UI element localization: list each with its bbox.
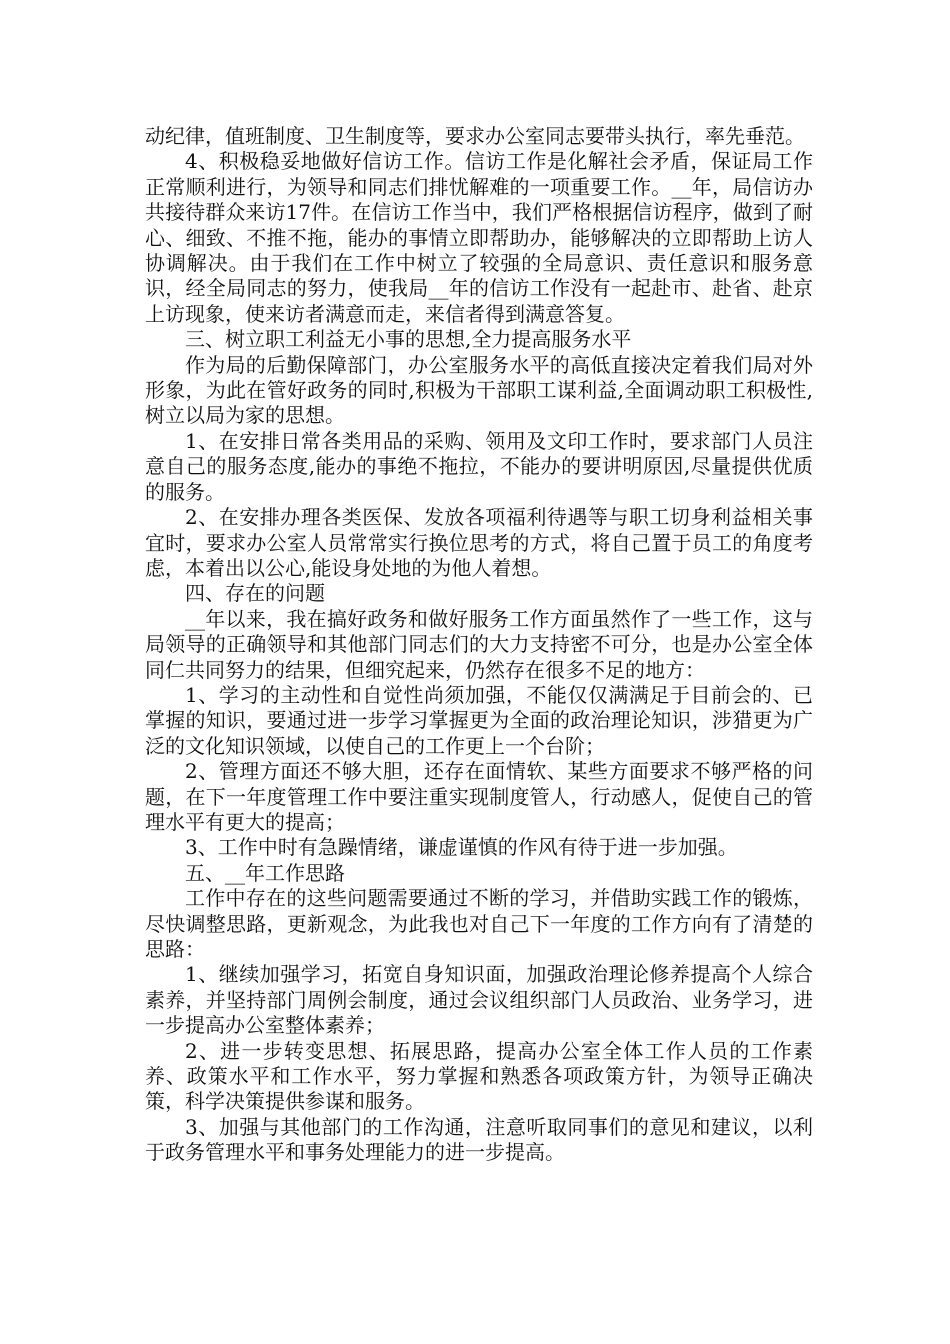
paragraph-continuation: 动纪律，值班制度、卫生制度等，要求办公室同志要带头执行，率先垂范。 — [145, 124, 805, 148]
section-heading-3: 三、树立职工利益无小事的思想,全力提高服务水平 — [185, 327, 632, 352]
paragraph-plan-intro: 工作中存在的这些问题需要通过不断的学习，并借助实践工作的锻炼，尽快调整思路，更新观念，为此我也对自己下一年度的工作方向有了清楚的思路： — [145, 886, 813, 961]
paragraph-service-intro: 作为局的后勤保障部门，办公室服务水平的高低直接决定着我们局对外形象，为此在管好政务的同时,积极为干部职工谋利益,全面调动职工积极性,树立以局为家的思想。 — [145, 352, 813, 428]
paragraph-problem-3: 3、工作中时有急躁情绪，谦虚谨慎的作风有待于进一步加强。 — [185, 835, 738, 860]
paragraph-problem-1: 1、学习的主动性和自觉性尚须加强，不能仅仅满满足于目前会的、已掌握的知识，要通过进一步学习掌握更为全面的政治理论知识，涉猎更为广泛的文化知识领域，以使自己的工作更上一个台阶； — [145, 682, 813, 758]
paragraph-service-item-2: 2、在安排办理各类医保、发放各项福利待遇等与职工切身利益相关事宜时，要求办公室人员常常实行换位思考的方式，将自己置于员工的角度考虑，本着出以公心,能设身处地的为他人着想。 — [145, 505, 813, 580]
document-page — [145, 124, 813, 1166]
section-heading-4: 四、存在的问题 — [185, 581, 325, 606]
paragraph-service-item-1: 1、在安排日常各类用品的采购、领用及文印工作时，要求部门人员注意自己的服务态度,能办的事绝不拖拉，不能办的要讲明原因,尽量提供优质的服务。 — [145, 428, 813, 504]
paragraph-problems-intro: __年以来，我在搞好政务和做好服务工作方面虽然作了一些工作，这与局领导的正确领导和其他部门同志们的大力支持密不可分，也是办公室全体同仁共同努力的结果，但细究起来，仍然存在很多不足的地方： — [145, 606, 813, 682]
paragraph-plan-2: 2、进一步转变思想、拓展思路，提高办公室全体工作人员的工作素养、政策水平和工作水平，努力掌握和熟悉各项政策方针，为领导正确决策，科学决策提供参谋和服务。 — [145, 1038, 813, 1114]
paragraph-problem-2: 2、管理方面还不够大胆，还存在面情软、某些方面要求不够严格的问题，在下一年度管理工作中要注重实现制度管人，行动感人，促使自己的管理水平有更大的提高； — [145, 759, 813, 834]
paragraph-plan-1: 1、继续加强学习，拓宽自身知识面，加强政治理论修养提高个人综合素养，并坚持部门周例会制度，通过会议组织部门人员政治、业务学习，进一步提高办公室整体素养； — [145, 962, 813, 1038]
section-heading-5: 五、__年工作思路 — [185, 860, 345, 885]
paragraph-petition-work: 4、积极稳妥地做好信访工作。信访工作是化解社会矛盾，保证局工作正常顺利进行，为领导和同志们排忧解难的一项重要工作。__年，局信访办共接待群众来访17件。在信访工作当中，我们严格根据信访程序，做到了耐心、细致、不推不拖，能办的事情立即帮助办，能够解决的立即帮助上访人协调解决。由于我们在工作中树立了较强的全局意识、责任意识和服务意识，经全局同志的努力，使我局__年的信访工作没有一起赴市、赴省、赴京上访现象，使来访者满意而走，来信者得到满意答复。 — [145, 149, 813, 326]
paragraph-plan-3: 3、加强与其他部门的工作沟通，注意听取同事们的意见和建议，以利于政务管理水平和事务处理能力的进一步提高。 — [145, 1114, 813, 1165]
